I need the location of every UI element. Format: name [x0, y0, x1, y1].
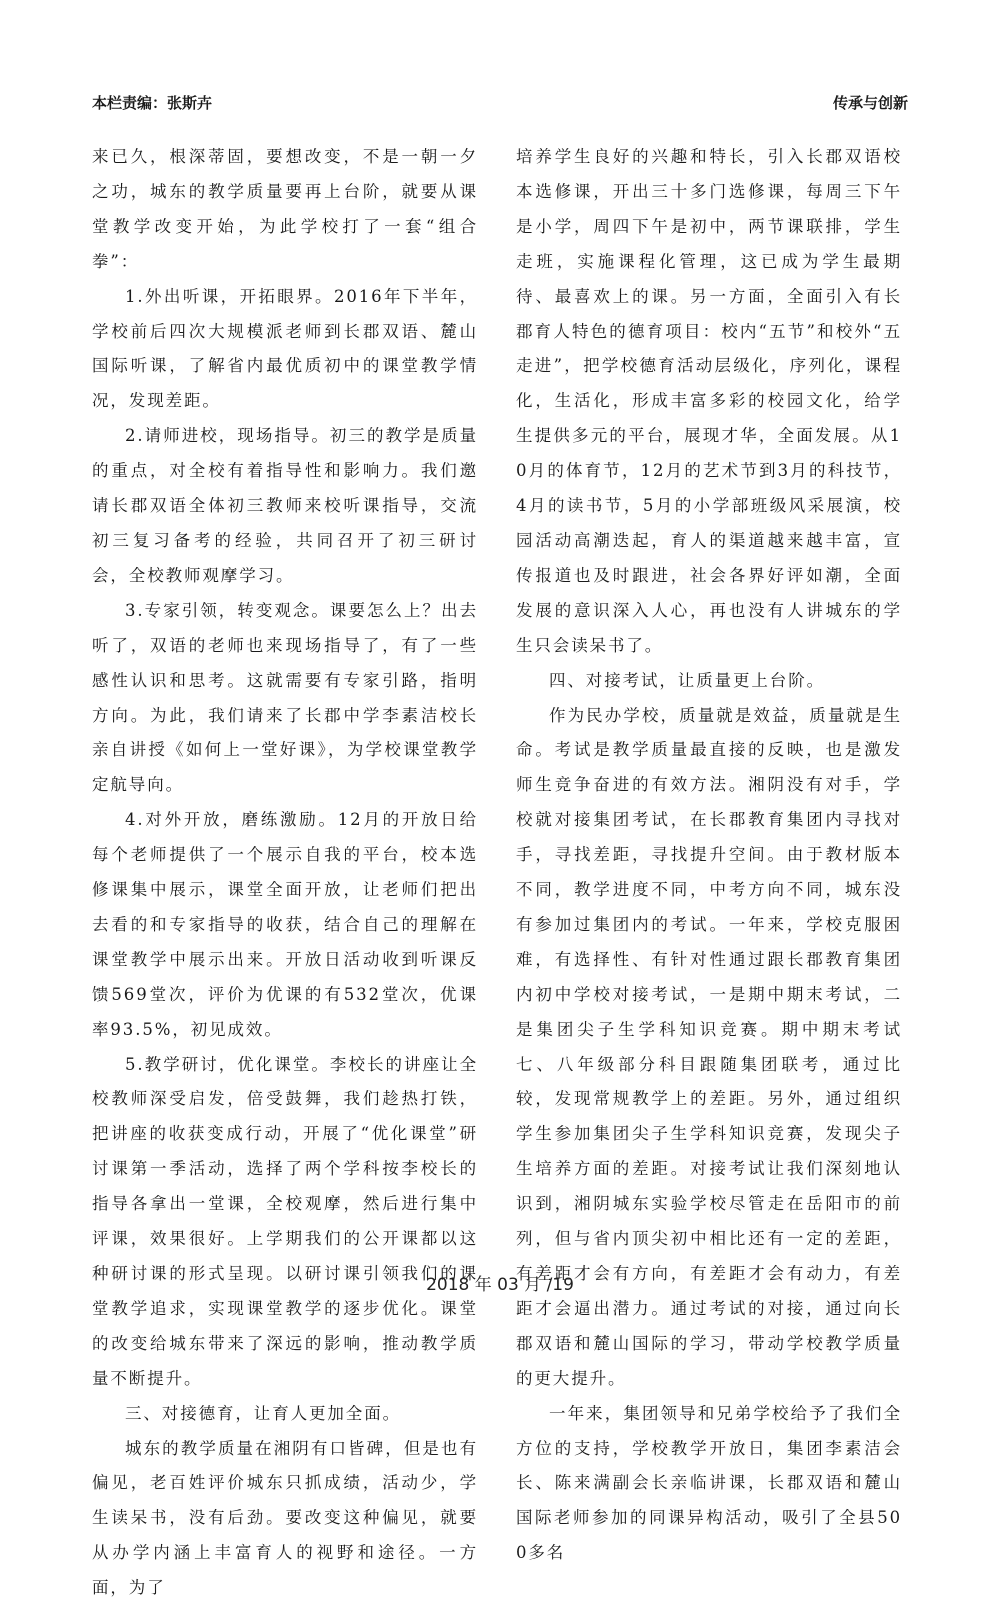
left-column — [92, 140, 478, 1606]
paragraph: 5.教学研讨，优化课堂。李校长的讲座让全校教师深受启发，倍受鼓舞，我们趁热打铁，把讲座的收获变成行动，开展了“优化课堂”研讨课第一季活动，选择了两个学科按李校长的指导各拿出一堂课，全校观摩，然后进行集中评课，效果很好。上学期我们的公开课都以这种研讨课的形式呈现。以研讨课引领我们的课堂教学追求，实现课堂教学的逐步优化。课堂的改变给城东带来了深远的影响，推动教学质量不断提升。 — [92, 1054, 478, 1388]
paragraph: 作为民办学校，质量就是效益，质量就是生命。考试是教学质量最直接的反映，也是激发师生竞争奋进的有效方法。湘阴没有对手，学校就对接集团考试，在长郡教育集团内寻找对手，寻找差距，寻找提升空间。由于教材版本不同，教学进度不同，中考方向不同，城东没有参加过集团内的考试。一年来，学校克服困难，有选择性、有针对性通过跟长郡教育集团内初中学校对接考试，一是期中期末考试，二是集团尖子生学科知识竞赛。期中期末考试七、八年级部分科目跟随集团联考，通过比较，发现常规教学上的差距。另外，通过组织学生参加集团尖子生学科知识竞赛，发现尖子生培养方面的差距。对接考试让我们深刻地认识到，湘阴城东实验学校尽管走在岳阳市的前列，但与省内顶尖初中相比还有一定的差距，有差距才会有方向，有差距才会有动力，有差距才会逼出潜力。通过考试的对接，通过向长郡双语和麓山国际的学习，带动学校教学质量的更大提升。 — [516, 705, 902, 1388]
right-column — [516, 140, 902, 1571]
section-heading: 四、对接考试，让质量更上台阶。 — [549, 670, 825, 690]
paragraph: 2.请师进校，现场指导。初三的教学是质量的重点，对全校有着指导性和影响力。我们邀请长郡双语全体初三教师来校听课指导，交流初三复习备考的经验，共同召开了初三研讨会，全校教师观摩学习。 — [92, 426, 478, 585]
paragraph: 城东的教学质量在湘阴有口皆碑，但是也有偏见，老百姓评价城东只抓成绩，活动少，学生读呆书，没有后劲。要改变这种偏见，就要从办学内涵上丰富育人的视野和途径。一方面，为了 — [92, 1438, 478, 1598]
section-title: 传承与创新 — [832, 94, 908, 112]
section-heading: 三、对接德育，让育人更加全面。 — [125, 1403, 401, 1423]
paragraph: 培养学生良好的兴趣和特长，引入长郡双语校本选修课，开出三十多门选修课，每周三下午是小学，周四下午是初中，两节课联排，学生走班，实施课程化管理，这已成为学生最期待、最喜欢上的课。另一方面，全面引入有长郡育人特色的德育项目：校内“五节”和校外“五走进”，把学校德育活动层级化，序列化，课程化，生活化，形成丰富多彩的校园文化，给学生提供多元的平台，展现才华，全面发展。从10月的体育节，12月的艺术节到3月的科技节，4月的读书节，5月的小学部班级风采展演，校园活动高潮迭起，育人的渠道越来越丰富，宣传报道也及时跟进，社会各界好评如潮，全面发展的意识深入人心，再也没有人讲城东的学生只会读呆书了。 — [516, 147, 902, 655]
column-editor: 本栏责编：张斯卉 — [92, 94, 213, 112]
page-footer — [0, 1270, 1000, 1295]
paragraph: 3.专家引领，转变观念。课要怎么上？出去听了，双语的老师也来现场指导了，有了一些感性认识和思考。这就需要有专家引路，指明方向。为此，我们请来了长郡中学李素洁校长亲自讲授《如何上一堂好课》，为学校课堂教学定航导向。 — [92, 600, 478, 795]
paragraph: 4.对外开放，磨练激励。12月的开放日给每个老师提供了一个展示自我的平台，校本选修课集中展示，课堂全面开放，让老师们把出去看的和专家指导的收获，结合自己的理解在课堂教学中展示出来。开放日活动收到听课反馈569堂次，评价为优课的有532堂次，优课率93.5%，初见成效。 — [92, 810, 478, 1039]
paragraph: 1.外出听课，开拓眼界。2016年下半年，学校前后四次大规模派老师到长郡双语、麓山国际听课，了解省内最优质初中的课堂教学情况，发现差距。 — [92, 286, 478, 411]
paragraph: 一年来，集团领导和兄弟学校给予了我们全方位的支持，学校教学开放日，集团李素洁会长、陈来满副会长亲临讲课，长郡双语和麓山国际老师参加的同课异构活动，吸引了全县500多名 — [516, 1403, 902, 1563]
page-date-number: 2018 年 03 月 /19 — [426, 1275, 574, 1295]
paragraph: 来已久，根深蒂固，要想改变，不是一朝一夕之功，城东的教学质量要再上台阶，就要从课堂教学改变开始，为此学校打了一套“组合拳”： — [92, 147, 478, 271]
page-header — [92, 92, 908, 114]
